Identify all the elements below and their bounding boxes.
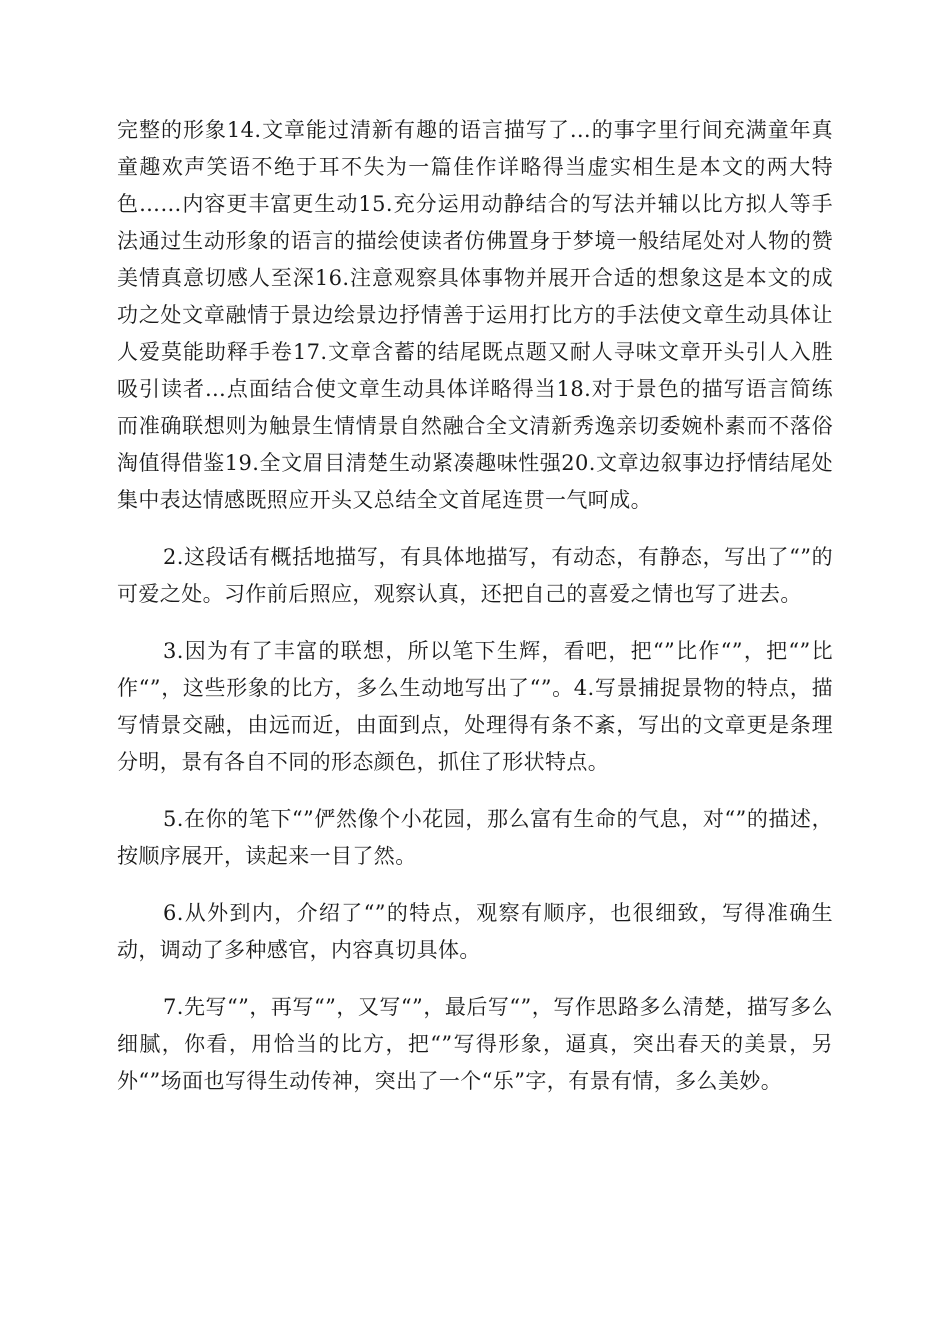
paragraph-comment-6: 6.从外到内，介绍了“”的特点，观察有顺序，也很细致，写得准确生动，调动了多种感官，内容真切具体。 [117, 901, 833, 962]
paragraph-comment-7: 7.先写“”，再写“”，又写“”，最后写“”，写作思路多么清楚，描写多么细腻，你看，用恰当的比方，把“”写得形象，逼真，突出春天的美景，另外“”场面也写得生动传神，突出了一个“乐”字，有景有情，多么美妙。 [117, 995, 833, 1093]
paragraph-comment-2: 2.这段话有概括地描写，有具体地描写，有动态，有静态，写出了“”的可爱之处。习作前后照应，观察认真，还把自己的喜爱之情也写了进去。 [117, 545, 833, 606]
document-body [117, 112, 833, 1120]
paragraph-comment-3-4: 3.因为有了丰富的联想，所以笔下生辉，看吧，把“”比作“”，把“”比作“”，这些形象的比方，多么生动地写出了“”。4.写景捕捉景物的特点，描写情景交融，由远而近，由面到点，处理得有条不紊，写出的文章更是条理分明，景有各自不同的形态颜色，抓住了形状特点。 [117, 639, 833, 774]
paragraph-comments-14-20: 完整的形象14.文章能过清新有趣的语言描写了…的事字里行间充满童年真童趣欢声笑语不绝于耳不失为一篇佳作详略得当虚实相生是本文的两大特色……内容更丰富更生动15.充分运用动静结合的写法并辅以比方拟人等手法通过生动形象的语言的描绘使读者仿佛置身于梦境一般结尾处对人物的赞美情真意切感人至深16.注意观察具体事物并展开合适的想象这是本文的成功之处文章融情于景边绘景边抒情善于运用打比方的手法使文章生动具体让人爱莫能助释手卷17.文章含蓄的结尾既点题又耐人寻味文章开头引人入胜吸引读者…点面结合使文章生动具体详略得当18.对于景色的描写语言简练而准确联想则为触景生情情景自然融合全文清新秀逸亲切委婉朴素而不落俗淘值得借鉴19.全文眉目清楚生动紧凑趣味性强20.文章边叙事边抒情结尾处集中表达情感既照应开头又总结全文首尾连贯一气呵成。 [117, 118, 833, 512]
paragraph-comment-5: 5.在你的笔下“”俨然像个小花园，那么富有生命的气息，对“”的描述，按顺序展开，读起来一目了然。 [117, 807, 833, 868]
